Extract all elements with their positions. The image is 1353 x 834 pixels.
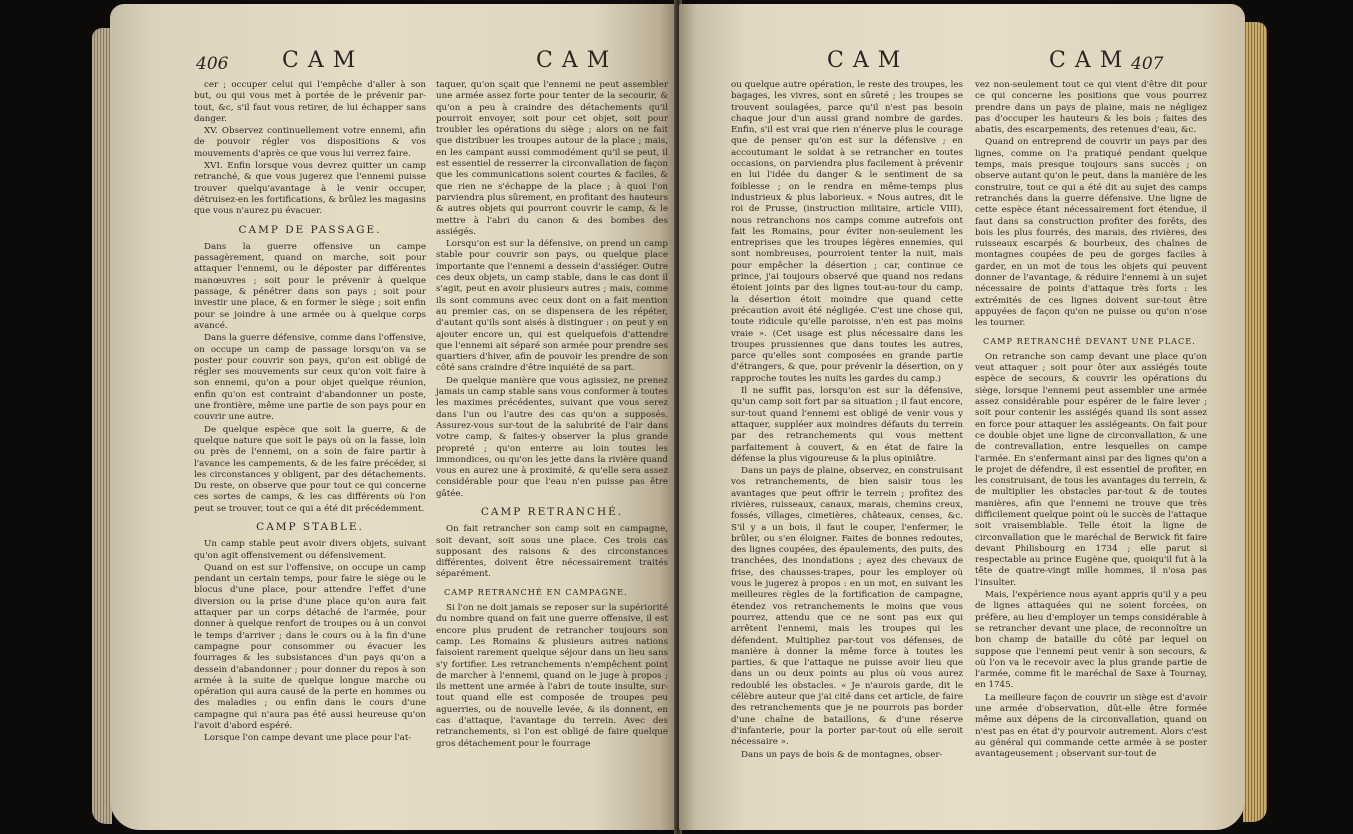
left-page — [110, 4, 677, 830]
paragraph: XVI. Enfin lorsque vous devrez quitter un camp retranché, & que vous jugerez que l'ennemi puisse trouver quelqu'avantage à le venir occuper, détruisez-en les fortifications, & brûlez les magasins que vous n'aurez pu évacuer. — [194, 161, 426, 217]
paragraph: Dans un pays de plaine, observez, en construisant vos retranchements, de bien saisir tous les avantages que peut offrir le terrein ; profitez des rivières, ruisseaux, canaux, marais, chemins creux, fossés, villages, cimetières, châteaux, censes, &c. S'il y a un bois, il faut le couper, l'enfermer, le brûler, ou s'en éloigner. Faites de bonnes redoutes, des lignes coupées, des épaulements, des puits, des tranchées, des inondations ; ayez des chevaux de frise, des chausses-trapes, pour les employer où vous le jugerez à propos : en un mot, en suivant les meilleures règles de la fortification de campagne, étendez vos retranchements le moins que vous pourrez, attendu que ce ne sont pas eux qui arrêtent l'ennemi, mais les troupes qui les défendent. Multipliez par-tout vos défenses, de manière à donner la même force à toutes les parties, & que l'attaque ne puisse avoir lieu que dans un ou deux points au plus où vous aurez redoublé les obstacles. « Je n'aurois garde, dit le célèbre auteur que j'ai cité dans cet article, de faire des retranchements que je ne pourrois pas border d'une chaîne de bataillons, & d'une réserve d'infanterie, pour la porter par-tout où elle seroit nécessaire ». — [731, 466, 963, 748]
running-head: CAM — [282, 48, 365, 73]
paragraph: On retranche son camp devant une place qu'on veut attaquer ; soit pour ôter aux assiégés toute espèce de secours, & couvrir les opérations du siège, lorsque l'ennemi peut assembler une armée assez considérable pour espérer de le faire lever ; soit pour contenir les assiégés quand ils sont assez en force pour attaquer les assiégeants. On fait pour ce double objet une ligne de circonvallation, & une de contrevallation, entre lesquelles on campe l'armée. En s'enfermant ainsi par des lignes qu'on a le projet de défendre, il est essentiel de profiter, en les construisant, de tous les avantages du terrein, & de multiplier les obstacles par-tout & de toutes manières, afin que l'ennemi ne trouve que très difficilement quelque point où le succès de l'attaque soit vraisemblable. Telle étoit la ligne de circonvallation que le maréchal de Berwick fit faire devant Philisbourg en 1734 ; elle parut si respectable au prince Eugène que, quoiqu'il fut à la tête de quatre-vingt mille hommes, il n'osa pas l'insulter. — [975, 351, 1207, 588]
text-column — [194, 80, 426, 746]
paragraph: La meilleure façon de couvrir un siège est d'avoir une armée d'observation, dût-elle être formée même aux dépens de la circonvallation, quand on n'est pas en état d'y pourvoir autrement. Alors c'est au général qui commande cette armée à se poster avantageusement ; observant sur-tout de — [975, 692, 1207, 760]
paragraph: Mais, l'expérience nous ayant appris qu'il y a peu de lignes attaquées qui ne soient forcées, on préfère, au lieu d'employer un temps considérable à se retrancher devant une place, de reconnoître un bon champ de bataille du côté par lequel on suppose que l'ennemi peut venir à son secours, & où l'on va le recevoir avec la plus grande partie de l'armée, comme fit le maréchal de Saxe à Tournay, en 1745. — [975, 590, 1207, 691]
paragraph: Dans un pays de bois & de montagnes, obser- — [741, 749, 943, 760]
paragraph: Quand on entreprend de couvrir un pays par des lignes, comme on l'a pratiqué pendant quelque temps, mais presque toujours sans succès ; on observe autant qu'on le peut, dans la manière de les construire, tout ce qui a été dit au sujet des camps retranchés dans la guerre défensive. Une ligne de cette espèce étant nécessairement fort étendue, il faut dans sa construction profiter des forêts, des bois les plus fourrés, des marais, des rivières, des ruisseaux escarpés & bourbeux, des chaînes de montagnes coupées de peu de gorges faciles à garder, en un mot de tous les objets qui peuvent donner de l'avantage, & réduire l'ennemi à un sujet nécessaire de points d'attaque très forts : les extrémités de ces lignes doivent sur-tout être appuyées de façon qu'on ne puisse ou qu'on n'ose les tourner. — [975, 137, 1207, 329]
text-column — [436, 80, 668, 751]
page-number: 407 — [1131, 54, 1164, 74]
paragraph: On fait retrancher son camp soit en campagne, soit devant, soit sous une place. Ces trois cas supposant des raisons & des circonstances différentes, doivent être nécessairement traités séparément. — [436, 524, 668, 580]
paragraph: vez non-seulement tout ce qui vient d'être dit pour ce qui concerne les positions que vous pourrez prendre dans un pays de plaine, mais ne négligez pas d'occuper les hauteurs & les bois ; faites des abatis, des escarpements, des retenues d'eau, &c. — [975, 80, 1207, 136]
paragraph: taquer, qu'on sçait que l'ennemi ne peut assembler une armée assez forte pour tenter de la secourir, & qu'on a peu à craindre des détachements qu'il pourroit envoyer, soit pour cet objet, soit pour troubler les opérations du siège ; alors on ne fait que distribuer les troupes autour de la place ; mais, en les campant aussi commodément qu'il se peut, il est essentiel de resserrer la circonvallation de façon que les communications soient courtes & faciles, & que rien ne s'échappe de la place ; à quoi l'on parviendra plus sûrement, en profitant des hauteurs & autres objets qui pourront couvrir le camp, & le mettre à l'abri du canon & des bombes des assiégés. — [436, 80, 668, 237]
running-head: CAM — [1049, 48, 1132, 73]
paragraph: Quand on est sur l'offensive, on occupe un camp pendant un certain temps, pour faire le siège ou le blocus d'une place, pour attendre l'effet d'une diversion ou la prise d'une place qu'on aura fait attaquer par un corps détaché de l'armée, pour donner à quelque renfort de troupes ou à un convoi le temps d'arriver ; dans le cours ou à la fin d'une campagne pour consommer ou évacuer les fourrages & les subsistances d'un pays qu'on a dessein d'abandonner ; pour donner du repos à son armée à la suite de quelque longue marche ou opération qui aura causé de la perte en hommes ou des maladies ; ou enfin dans le cours d'une campagne qui n'aura pas été aussi heureuse qu'on l'avoit d'abord espéré. — [194, 562, 426, 732]
paragraph: XV. Observez continuellement votre ennemi, afin de pouvoir régler vos dispositions & vos mouvements d'après ce que vous lui verrez faire. — [194, 126, 426, 159]
running-head: CAM — [536, 48, 619, 73]
paragraph: De quelque manière que vous agissiez, ne prenez jamais un camp stable sans vous conformer à toutes les maximes précédentes, suivant que vous serez dans l'un ou l'autre des cas qu'on a supposés. Assurez-vous sur-tout de la salubrité de l'air dans votre camp, & faites-y observer la plus grande propreté ; qu'on enterre au loin toutes les immondices, ou qu'on les jette dans la rivière quand vous en aurez une à proximité, & qu'elle sera assez considérable pour que l'eau n'en puisse pas être gâtée. — [436, 375, 668, 499]
right-page-edges — [1243, 22, 1267, 822]
paragraph: Lorsqu'on est sur la défensive, on prend un camp stable pour couvrir son pays, ou quelque place importante que l'ennemi a dessein d'assiéger. Outre ces deux objets, un camp stable, dans le cas dont il s'agit, peut en avoir plusieurs autres ; mais, comme ils sont communs avec ceux dont on a fait mention au premier cas, on se dispensera de les répéter, d'autant qu'ils sont aisés à distinguer : on peut y en ajouter encore un, qui est quelquefois d'attendre que l'ennemi ait séparé son armée pour prendre ses quartiers d'hiver, afin de pouvoir les prendre de son côté sans craindre d'être inquiété de sa part. — [436, 239, 668, 374]
text-column — [975, 80, 1207, 762]
left-page-edges — [92, 28, 112, 824]
paragraph: cer ; occuper celui qui l'empêche d'aller à son but, ou qui vous met à portée de le prévenir par-tout, &c, s'il faut vous retirer, de lui échapper sans danger. — [194, 80, 426, 124]
section-heading: CAMP STABLE. — [256, 520, 364, 533]
paragraph: ou quelque autre opération, le reste des troupes, les bagages, les vivres, sont en sûreté ; les troupes se trouvent soulagées, parce qu'il n'est pas besoin chaque jour d'un aussi grand nombre de gardes. Enfin, s'il est vrai que rien n'énerve plus le courage que de penser qu'on est sur la défensive ; en accoutumant le soldat à se retrancher en toutes occasions, on parviendra plus facilement à prévenir en lui l'idée du danger & le sentiment de sa foiblesse ; on le rendra en même-temps plus industrieux & plus laborieux. « Nous autres, dit le roi de Prusse, (instruction militaire, article VIII), nous retranchons nos camps comme autrefois ont fait les Romains, pour éviter non-seulement les entreprises que les troupes légères ennemies, qui sont nombreuses, pourroient tenter la nuit, mais pour empêcher la désertion ; car, continue ce prince, j'ai toujours observé que quand nos redans étoient joints par des lignes tout-au-tour du camp, la désertion étoit moindre que quand cette précaution avoit été négligée. C'est une chose qui, toute ridicule qu'elle paroisse, n'en est pas moins vraie ». (Cet usage est plus nécessaire dans les troupes prussiennes que dans toutes les autres, parce qu'elles sont composées en grande partie d'étrangers, & que, pour prévenir la désertion, on y rapproche toutes les nuits les gardes du camp.) — [731, 80, 963, 384]
right-page — [679, 4, 1245, 830]
paragraph: Si l'on ne doit jamais se reposer sur la supériorité du nombre quand on fait une guerre offensive, il est encore plus prudent de retrancher toujours son camp. Les Romains & plusieurs autres nations faisoient rarement quelque séjour dans un lieu sans s'y fortifier. Les retranchements n'empêchent point de marcher à l'ennemi, quand on le juge à propos ; ils mettent une armée à l'abri de toute insulte, sur-tout quand elle est composée de troupes peu aguerries, ou de nouvelle levée, & ils donnent, en cas d'attaque, l'avantage du terrein. Avec des retranchements, si l'on est obligé de faire quelque gros détachement pour le fourrage — [436, 603, 668, 749]
section-heading: CAMP RETRANCHÉ. — [480, 505, 624, 518]
paragraph: Un camp stable peut avoir divers objets, suivant qu'on agit offensivement ou défensivement. — [194, 539, 426, 561]
paragraph: Il ne suffit pas, lorsqu'on est sur la défensive, qu'un camp soit fort par sa situation ; il faut encore, sur-tout quand l'ennemi est obligé de venir vous y attaquer, suppléer aux moindres défauts du terrein par des retranchements qui vous mettent parfaitement à couvert, & en état de faire la défense la plus vigoureuse & la plus opiniâtre. — [731, 386, 963, 464]
paragraph: De quelque espèce que soit la guerre, & de quelque nature que soit le pays où on la fasse, loin ou près de l'ennemi, on a soin de faire partir à l'avance les campements, & de les faire précéder, si les circonstances y obligent, par des détachements. Du reste, on observe que pour tout ce qui concerne ces sortes de camps, & les cas différents où l'on peut se trouver, tout ce qui a été dit précédemment. — [194, 424, 426, 514]
section-heading: CAMP DE PASSAGE. — [238, 223, 382, 236]
running-head: CAM — [827, 48, 910, 73]
page-number: 406 — [196, 54, 229, 74]
paragraph: Dans la guerre défensive, comme dans l'offensive, on occupe un camp de passage lorsqu'on va se poster pour couvrir son pays, qu'on est obligé de régler ses mouvements sur ceux qu'on voit faire à son ennemi, qu'on a pour objet quelque réunion, enfin qu'on est contraint d'abandonner un poste, une frontière, même une partie de son pays pour en couvrir une autre. — [194, 333, 426, 423]
text-column — [731, 80, 963, 762]
paragraph: Lorsque l'on campe devant une place pour l'at- — [204, 733, 412, 744]
right-page-header — [679, 48, 1245, 78]
paragraph: Dans la guerre offensive un campe passagèrement, quand on marche, soit pour attaquer l'ennemi, ou le déposter par différentes manœuvres ; soit pour le prévenir à quelque passage, & pénétrer dans son pays ; soit pour investir une place, & en former le siège ; soit enfin pour se joindre à une armée ou à quelque corps avancé. — [194, 241, 426, 331]
subsection-heading: CAMP RETRANCHÉ EN CAMPAGNE. — [444, 586, 628, 597]
subsection-heading: CAMP RETRANCHÉ DEVANT UNE PLACE. — [983, 335, 1196, 346]
left-page-header — [110, 48, 677, 78]
